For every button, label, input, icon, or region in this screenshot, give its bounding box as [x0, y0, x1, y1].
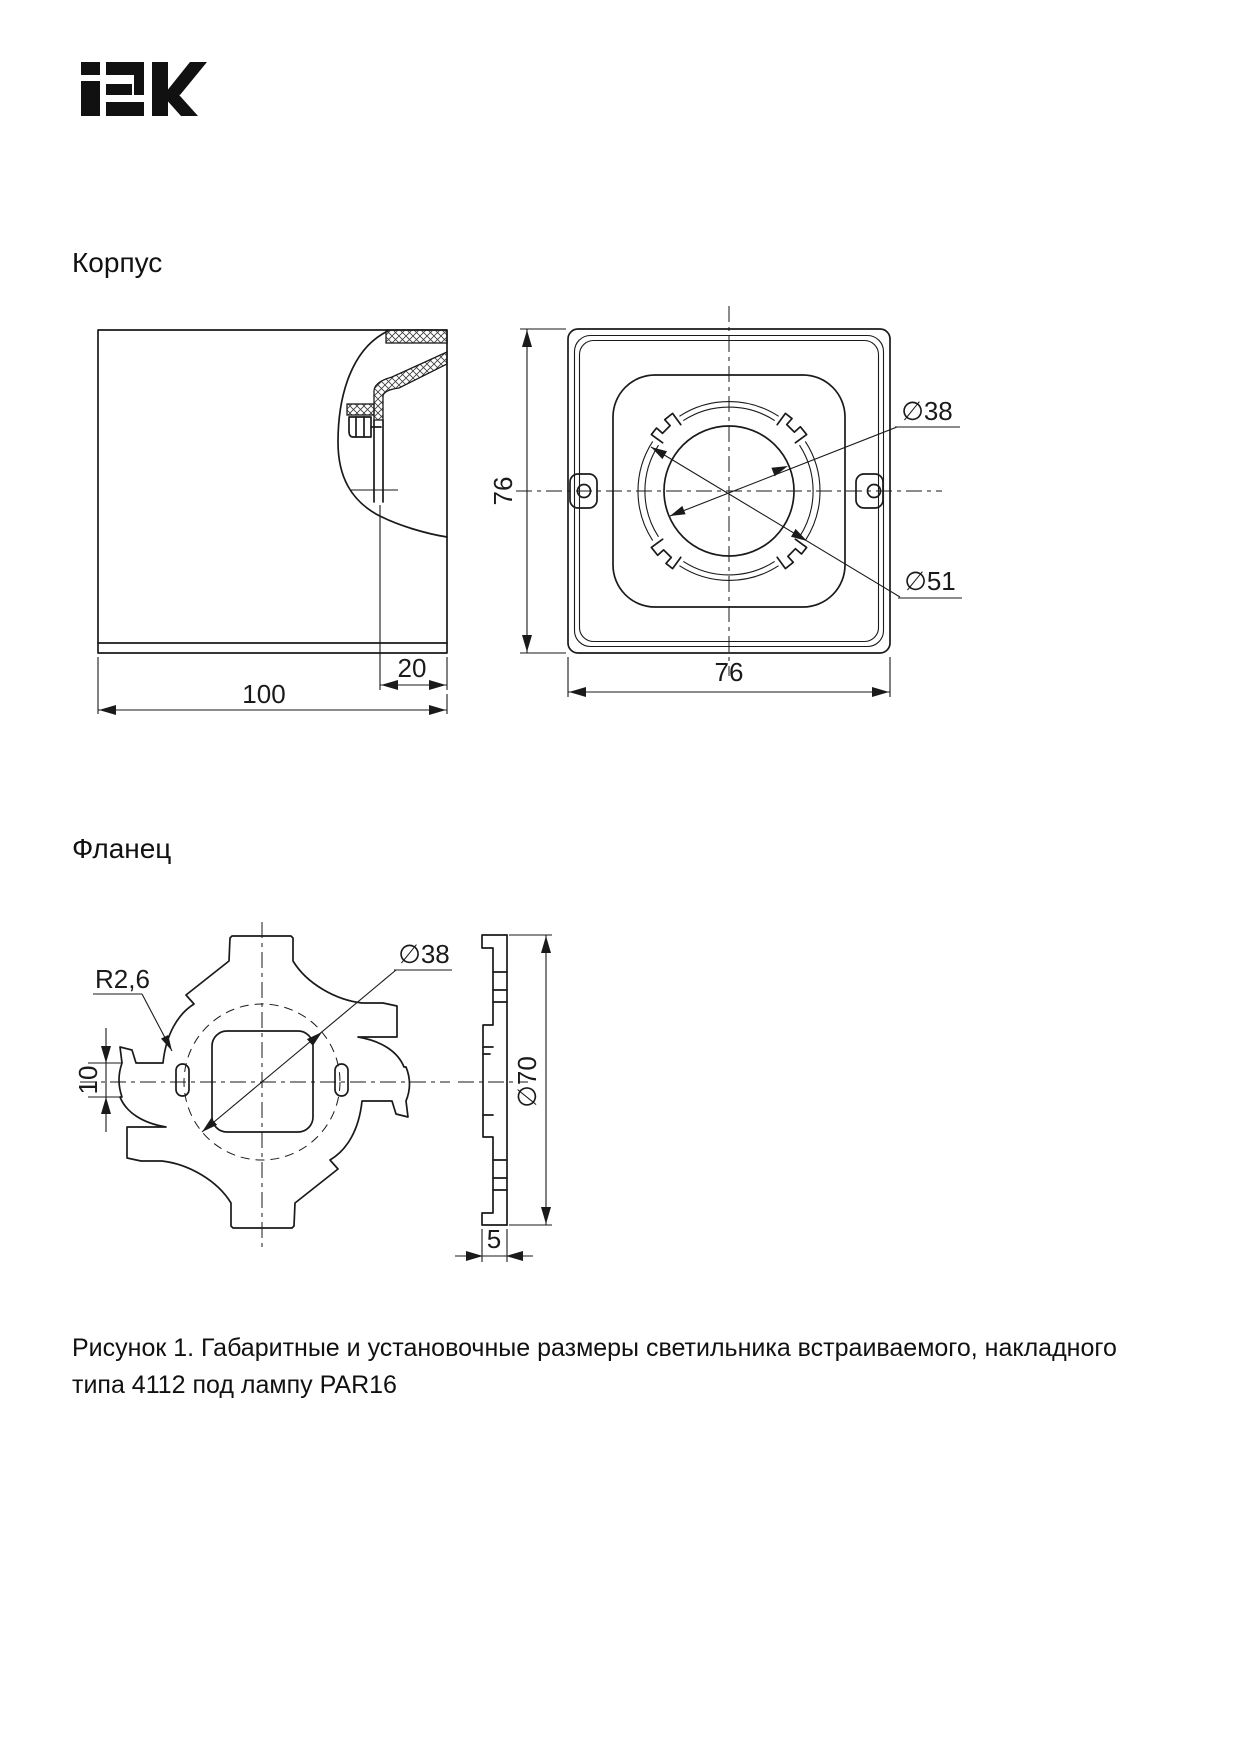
- iek-logo: [81, 62, 207, 116]
- flange-side-view-dimensions: [455, 935, 552, 1262]
- flange-section-label: Фланец: [72, 833, 172, 864]
- dim-body-inner-diameter: ∅38: [901, 396, 953, 426]
- dim-flange-outer-diameter: ∅70: [512, 1056, 542, 1108]
- caption-line-1: Рисунок 1. Габаритные и установочные размеры светильника встраиваемого, накладного: [72, 1334, 1117, 1362]
- body-side-view: [98, 330, 447, 653]
- figure-caption: [72, 1334, 1117, 1399]
- dim-flange-hole-diameter: ∅38: [398, 939, 450, 969]
- dim-body-depth: 20: [397, 653, 427, 683]
- dim-flange-thickness: 5: [486, 1224, 502, 1254]
- body-side-view-dimensions: [98, 505, 447, 715]
- dim-flange-slot-radius: R2,6: [95, 964, 150, 994]
- body-section-label: Корпус: [72, 247, 163, 278]
- caption-line-2: типа 4112 под лампу PAR16: [72, 1371, 397, 1399]
- dim-body-clip-diameter: ∅51: [904, 566, 956, 596]
- dim-body-width: 100: [242, 679, 286, 709]
- dim-flange-tab-width: 10: [73, 1065, 103, 1095]
- body-front-view: [516, 306, 942, 676]
- dim-body-front-width: 76: [714, 657, 744, 687]
- dim-body-height: 76: [488, 476, 518, 506]
